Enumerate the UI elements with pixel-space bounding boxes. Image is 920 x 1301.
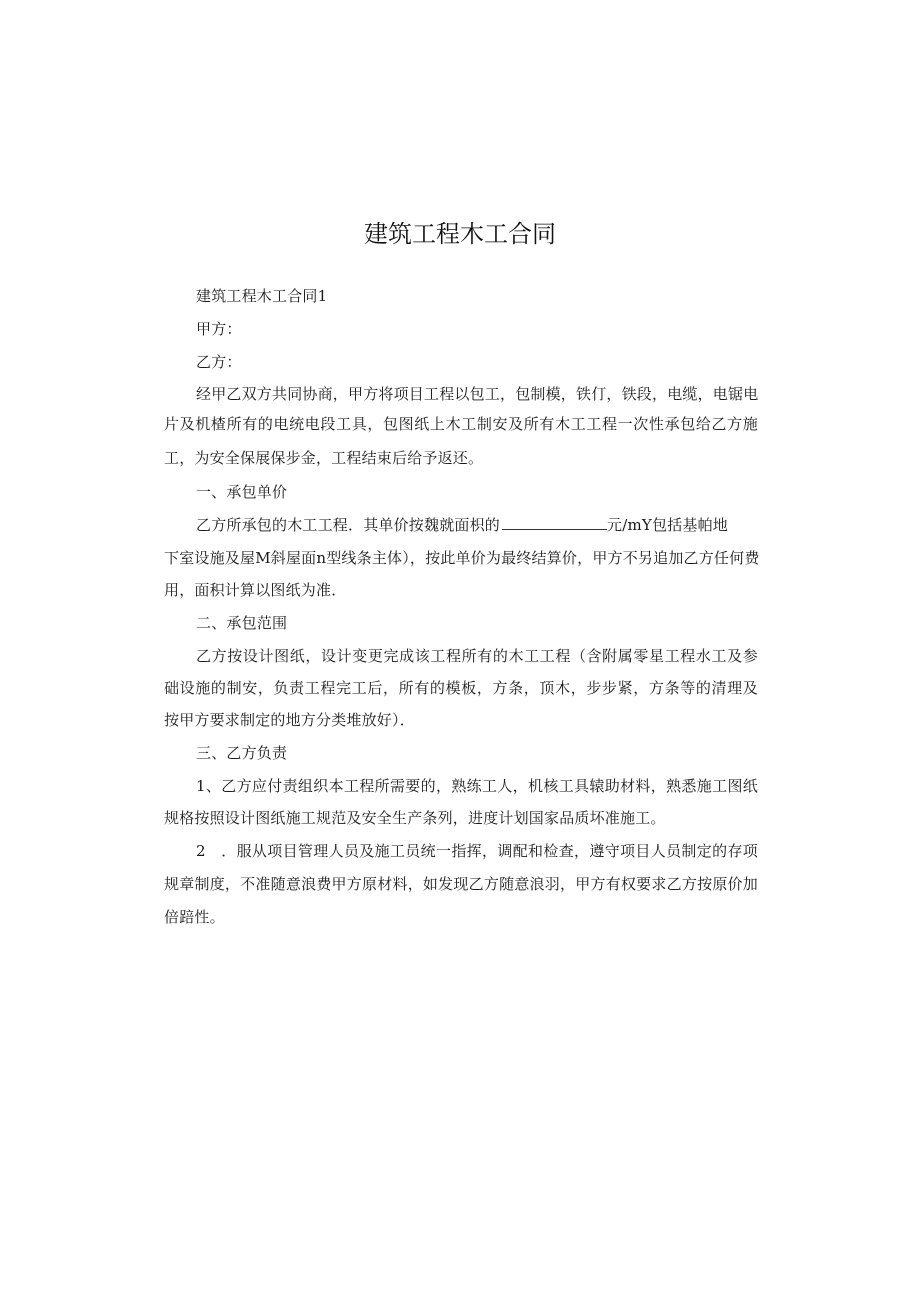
section3-heading: 三、乙方负责 [196, 744, 288, 762]
section2-line-1: 乙方按设计图纸，设计变更完成该工程所有的木工工程（含附属零星工程水工及参 [196, 647, 758, 665]
section3-item2-line-3: 倍踣性。 [164, 908, 225, 926]
section1-line-1-unit: 元/mY包括基帕地 [607, 516, 728, 534]
section3-item1-line-2: 规格按照设计图纸施工规范及安全生产条列，进度计划国家品质坏准施工。 [164, 809, 666, 827]
section3-item2-line-2: 规章制度，不准随意浪费甲方原材料，如发现乙方随意浪羽，甲方有权要求乙方按原价加 [164, 875, 758, 893]
intro-line-2: 片及机楂所有的电统电段工具，包图纸上木工制安及所有木工工程一次性承包给乙方施 [164, 415, 758, 433]
price-blank [502, 515, 607, 530]
document-title: 建筑工程木工合同 [364, 220, 556, 248]
party-b-label: 乙方： [196, 353, 242, 371]
section1-heading: 一、承包单价 [196, 483, 288, 501]
document-subtitle: 建筑工程木工合同1 [196, 287, 328, 305]
intro-line-1: 经甲乙双方共同协商，甲方将项目工程以包工，包制模，铁仃，铁段，电缆，电锯电 [196, 385, 759, 403]
intro-line-3: 工，为安全保展保步金，工程结束后给予返还。 [164, 449, 484, 467]
section2-line-3: 按甲方要求制定的地方分类堆放好）． [164, 711, 415, 729]
section2-line-2: 础设施的制安，负责工程完工后，所有的模板，方条，顶木，步步紧，方条等的清理及 [164, 679, 758, 697]
section1-line-3: 用，面积计算以图纸为准． [164, 581, 347, 599]
section1-line-2: 下室设施及屋M斜屋面n型线条主体），按此单价为最终结算价，甲方不另追加乙方任何费 [164, 549, 760, 567]
section1-line-1-text: 乙方所承包的木工工程．其单价按魏就面枳的 [196, 516, 501, 534]
section1-line-1 [196, 514, 766, 536]
party-a-label: 甲方： [196, 320, 242, 338]
section3-item1-line-1: 1、乙方应付责组织本工程所需要的，熟练工人，机核工具辕助材料，熟悉施工图纸 [196, 777, 758, 795]
section2-heading: 二、承包范围 [196, 614, 288, 632]
section3-item2-line-1: 2 ．服从项目管理人员及施工员统一指挥，调配和检查，遵守项目人员制定的存项 [196, 842, 758, 860]
